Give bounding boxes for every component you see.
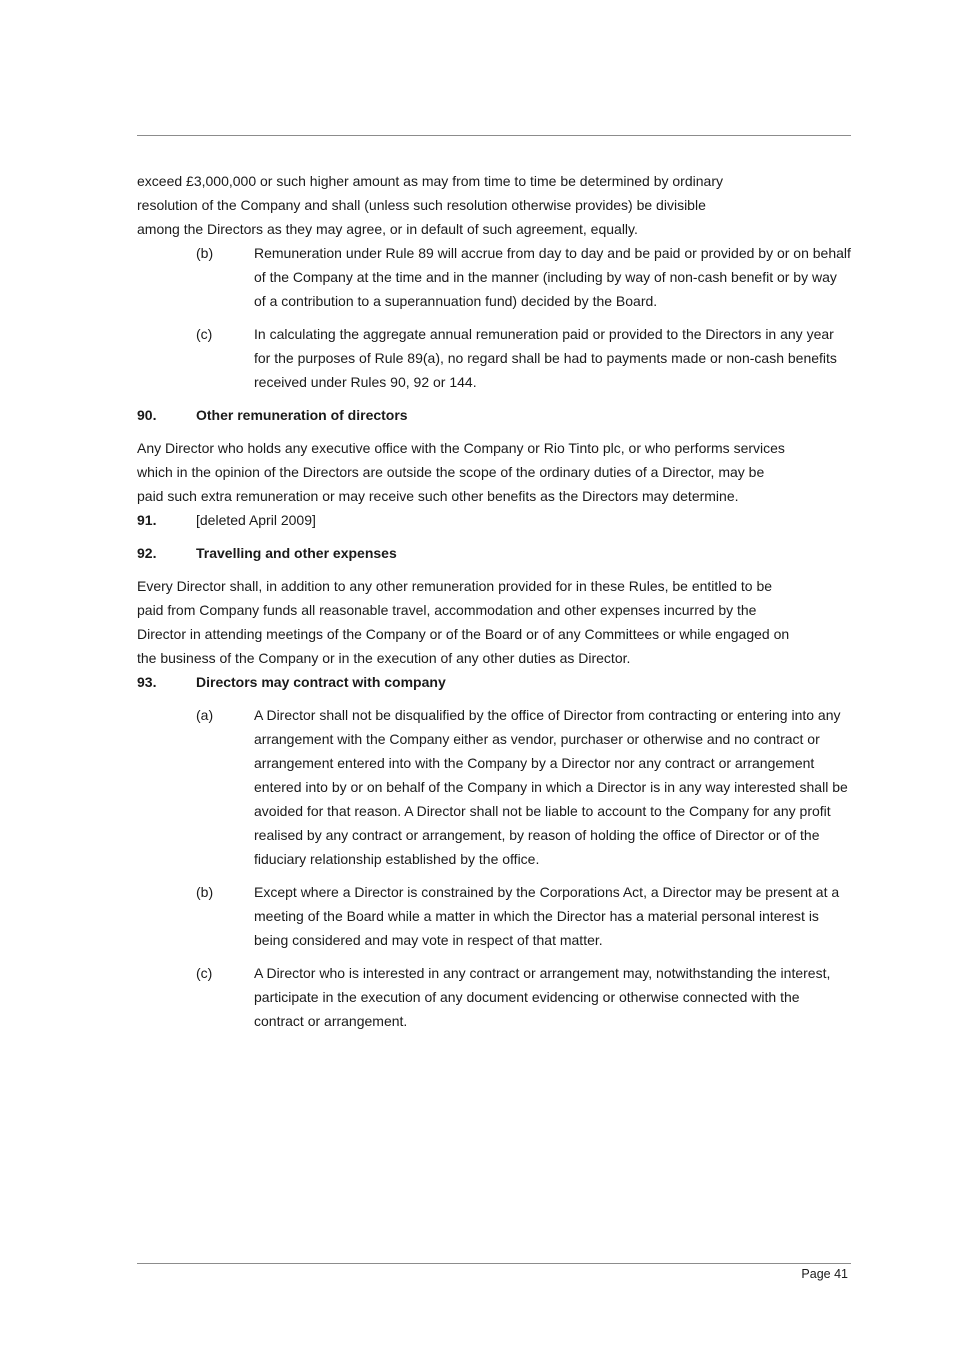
rule-number: 90.	[137, 407, 157, 423]
page-number: Page 41	[801, 1267, 848, 1281]
subitem-label: (b)	[196, 245, 214, 261]
document-content	[137, 169, 851, 1042]
rule-deleted-note: [deleted April 2009]	[196, 512, 316, 528]
subitem-label: (b)	[196, 884, 214, 900]
subitem-text: In calculating the aggregate annual remuneration paid or provided to the Directors in any year for the purposes of Rule 89(a), no regard shall be had to payments made or non-cash benefits received under Rules 90, 92 or 144.	[254, 326, 837, 390]
subitem-label: (c)	[196, 326, 213, 342]
rule-number: 91.	[137, 512, 157, 528]
rule-title: Travelling and other expenses	[196, 545, 397, 561]
rule92-body: Every Director shall, in addition to any other remuneration provided for in these Rules, be entitled to be paid from Company funds all reasonable travel, accommodation and other expenses incurred by the Director in attending meetings of the Company or of the Board or of any Committees or while engaged on the business of the Company or in the execution of any other duties as Director.	[137, 578, 790, 666]
rule-title: Other remuneration of directors	[196, 407, 408, 423]
rule89-subitem-c	[196, 322, 851, 394]
rule91-row	[137, 508, 851, 532]
rule-title: Directors may contract with company	[196, 674, 446, 690]
rule90-heading-row	[137, 403, 851, 427]
footer-divider	[137, 1263, 851, 1264]
continuation-paragraph: exceed £3,000,000 or such higher amount as may from time to time be determined by ordinary resolution of the Company and shall (unless such resolution otherwise provides) be divisible among the Directors as they may agree, or in default of such agreement, equally.	[137, 173, 723, 237]
subitem-label: (c)	[196, 965, 213, 981]
rule-number: 92.	[137, 545, 157, 561]
rule93-heading-row	[137, 670, 851, 694]
rule89-subitem-b	[196, 241, 851, 313]
rule93-subitem-b	[196, 880, 851, 952]
rule93-subitem-c	[196, 961, 851, 1033]
rule90-body: Any Director who holds any executive office with the Company or Rio Tinto plc, or who performs services which in the opinion of the Directors are outside the scope of the ordinary duties of a Director, may be paid such extra remuneration or may receive such other benefits as the Directors may determine.	[137, 440, 785, 504]
subitem-text: Except where a Director is constrained by the Corporations Act, a Director may be present at a meeting of the Board while a matter in which the Director has a material personal interest is being considered and may vote in respect of that matter.	[254, 884, 840, 948]
subitem-text: Remuneration under Rule 89 will accrue from day to day and be paid or provided by or on behalf of the Company at the time and in the manner (including by way of non-cash benefit or by way of a contribution to a superannuation fund) decided by the Board.	[254, 245, 851, 309]
rule93-subitem-a	[196, 703, 851, 871]
rule92-heading-row	[137, 541, 851, 565]
header-divider	[137, 135, 851, 136]
subitem-label: (a)	[196, 707, 214, 723]
subitem-text: A Director shall not be disqualified by the office of Director from contracting or entering into any arrangement with the Company either as vendor, purchaser or otherwise and no contract or arrangement entered into with the Company by a Director nor any contract or arrangement entered into by or on behalf of the Company in which a Director is in any way interested shall be avoided for that reason. A Director shall not be liable to account to the Company for any profit realised by any contract or arrangement, by reason of holding the office of Director or of the fiduciary relationship established by the office.	[254, 707, 848, 867]
subitem-text: A Director who is interested in any contract or arrangement may, notwithstanding the interest, participate in the execution of any document evidencing or otherwise connected with the contract or arrangement.	[254, 965, 831, 1029]
rule-number: 93.	[137, 674, 157, 690]
